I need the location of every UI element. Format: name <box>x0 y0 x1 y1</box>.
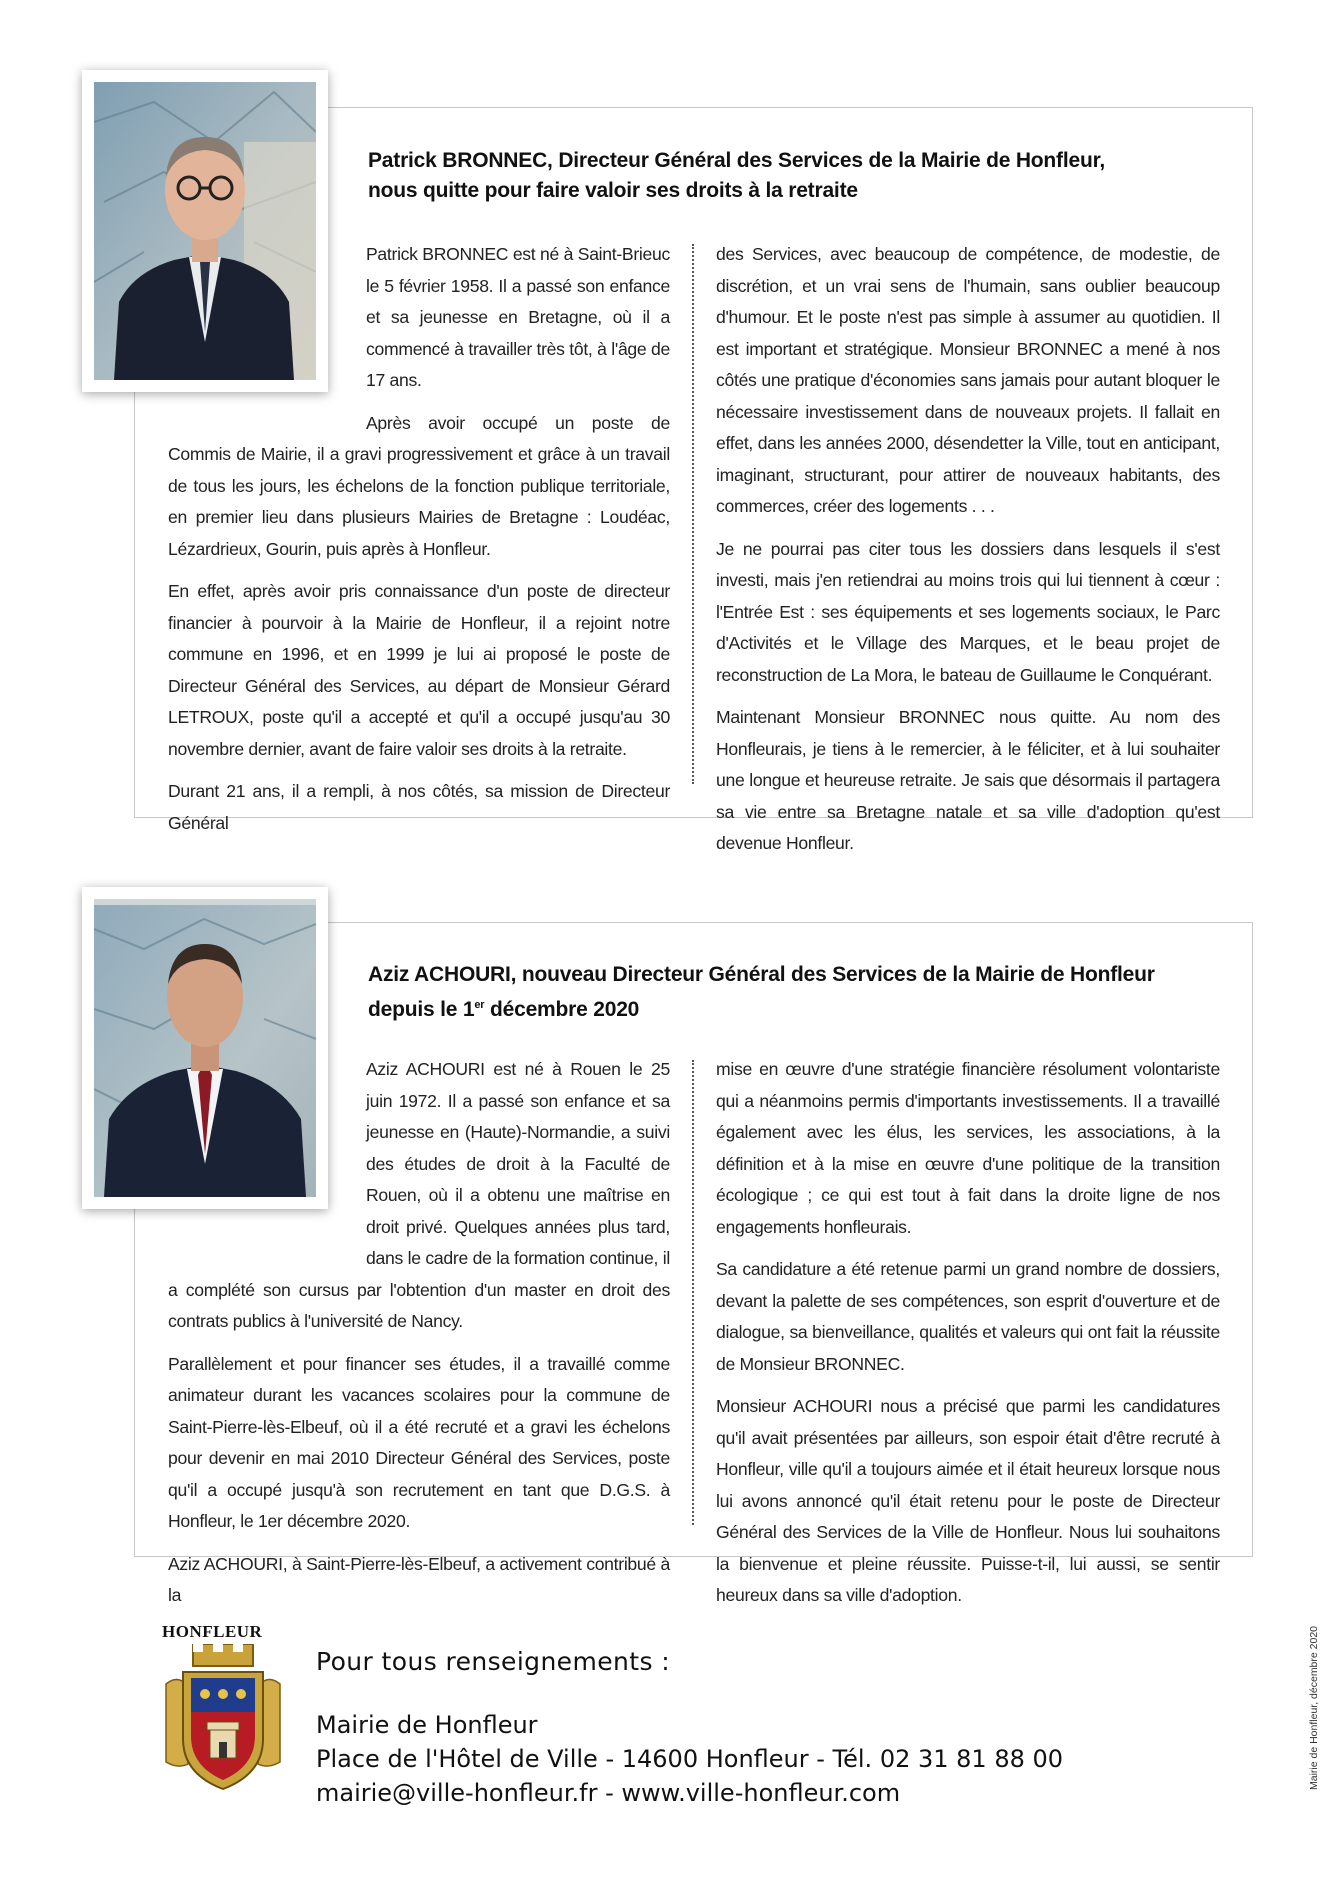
honfleur-logo-text: HONFLEUR <box>162 1622 263 1641</box>
article1-right-p1: des Services, avec beaucoup de compétence, de modestie, de discrétion, et un vrai sens de l'humain, sans oublier beaucoup d'humour. Et le poste n'est pas simple à assumer au quotidien. Il est important et stratégique. Monsieur BRONNEC a mené à nos côtés une pratique d'économies sans jamais pour autant bloquer le nécessaire investissement dans de nouveaux projets. Il fallait en effet, dans les années 2000, désendetter la Ville, tout en anticipant, imaginant, structurant, pour attirer de nouveaux habitants, des commerces, créer des logements . . . <box>716 244 1220 516</box>
article1-title <box>368 146 1228 206</box>
article1-left-p1: Patrick BRONNEC est né à Saint-Brieuc le 5 février 1958. Il a passé son enfance et sa jeunesse en Bretagne, où il a commencé à travailler très tôt, à l'âge de 17 ans. <box>366 244 670 390</box>
article2-title-line2-pre: depuis le 1 <box>368 998 475 1021</box>
article2-left-p2: Parallèlement et pour financer ses études, il a travaillé comme animateur durant les vacances scolaires pour la commune de Saint-Pierre-lès-Elbeuf, où il a été recruté et a gravi les échelons pour devenir en mai 2010 Directeur Général des Services, poste qu'il a occupé jusqu'à son recrutement en tant que D.G.S. à Honfleur, le 1er décembre 2020. <box>168 1353 670 1531</box>
footer-line-address: Place de l'Hôtel de Ville - 14600 Honfleur - Tél. 02 31 81 88 00 <box>316 1745 1064 1773</box>
article2-right-p1: mise en œuvre d'une stratégie financière résolument volontariste qui a néanmoins permis d'importants investissements. Il a travaillé également avec les élus, les services, les associations, à la définition et à la mise en œuvre d'une politique de la transition écologique ; ce qui est tout à fait dans la droite ligne de nos engagements honfleurais. <box>716 1059 1220 1237</box>
side-note: Mairie de Honfleur, décembre 2020 <box>1308 1625 1320 1790</box>
article1-right-p2: Je ne pourrai pas citer tous les dossiers dans lesquels il s'est investi, mais j'en retiendrai au moins trois qui lui tiennent à cœur : l'Entrée Est : ses équipements et ses logements sociaux, le Parc d'Activités et le Village des Marques, et le beau projet de reconstruction de La Mora, le bateau de Guillaume le Conquérant. <box>716 538 1220 685</box>
footer-line-mairie: Mairie de Honfleur <box>316 1711 538 1739</box>
honfleur-logo <box>158 1622 288 1792</box>
article2-right-p3: Monsieur ACHOURI nous a précisé que parmi les candidatures qu'il avait présentées par ailleurs, son espoir était d'être recruté à Honfleur, ville qu'il a toujours aimée et il était heureux lorsque nous lui avons annoncé qu'il était retenu pour le poste de Directeur Général des Services de la Ville de Honfleur. Nous lui souhaitons la bienvenue et pleine réussite. Puisse-t-il, lui aussi, se sentir heureux dans sa ville d'adoption. <box>716 1396 1220 1605</box>
article1-title-line2: nous quitte pour faire valoir ses droits à la retraite <box>368 179 858 202</box>
article1-left-p2: Après avoir occupé un poste de Commis de Mairie, il a gravi progressivement et grâce à un travail de tous les jours, les échelons de la fonction publique territoriale, en premier lieu dans plusieurs Mairies de Bretagne : Loudéac, Lézardrieux, Gourin, puis après à Honfleur. <box>168 412 670 559</box>
article2-left-p3: Aziz ACHOURI, à Saint-Pierre-lès-Elbeuf, a activement contribué à la <box>168 1553 670 1605</box>
portrait-image-1 <box>94 82 316 380</box>
footer-heading: Pour tous renseignements : <box>316 1647 671 1676</box>
article2-title-sup: er <box>474 999 485 1011</box>
article1-column-divider <box>692 244 694 784</box>
article2-title-line1: Aziz ACHOURI, nouveau Directeur Général des Services de la Mairie de Honfleur <box>368 963 1155 986</box>
article1-left-p3: En effet, après avoir pris connaissance d'un poste de directeur financier à pourvoir à la Mairie de Honfleur, il a rejoint notre commune en 1996, et en 1999 je lui ai proposé le poste de Directeur Général des Services, au départ de Monsieur Gérard LETROUX, poste qu'il a accepté et qu'il a occupé jusqu'au 30 novembre dernier, avant de faire valoir ses droits à la retraite. <box>168 581 670 759</box>
article2-title <box>368 960 1228 1025</box>
article2-title-line2-post: décembre 2020 <box>484 998 640 1021</box>
article1-right-column <box>716 239 1220 871</box>
coat-of-arms-icon <box>158 1644 288 1794</box>
patrick-bronnec-photo <box>94 82 316 380</box>
article1-photo-frame <box>82 70 328 392</box>
article1-title-line1: Patrick BRONNEC, Directeur Général des Services de la Mairie de Honfleur, <box>368 149 1106 172</box>
footer-line-contact[interactable]: mairie@ville-honfleur.fr - www.ville-honfleur.com <box>316 1779 901 1807</box>
article2-photo-frame <box>82 887 328 1209</box>
article2-left-p1: Aziz ACHOURI est né à Rouen le 25 juin 1972. Il a passé son enfance et sa jeunesse en (Haute)-Normandie, a suivi des études de droit à la Faculté de Rouen, où il a obtenu une maîtrise en droit privé. Quelques années plus tard, dans le cadre de la formation continue, il a complété son cursus par l'obtention d'un master en droit des contrats publics à l'université de Nancy. <box>168 1059 670 1331</box>
aziz-achouri-photo <box>94 899 316 1197</box>
article1-left-p4: Durant 21 ans, il a rempli, à nos côtés, sa mission de Directeur Général <box>168 781 670 833</box>
article1-right-p3: Maintenant Monsieur BRONNEC nous quitte. Au nom des Honfleurais, je tiens à le remercier, à le féliciter, et à lui souhaiter une longue et heureuse retraite. Je sais que désormais il partagera sa vie entre sa Bretagne natale et sa ville d'adoption qu'est devenue Honfleur. <box>716 707 1220 853</box>
portrait-image-2 <box>94 899 316 1197</box>
article2-right-p2: Sa candidature a été retenue parmi un grand nombre de dossiers, devant la palette de ses compétences, son esprit d'ouverture et de dialogue, sa bienveillance, qualités et valeurs qui ont fait la réussite de Monsieur BRONNEC. <box>716 1259 1220 1374</box>
article2-right-column <box>716 1054 1220 1623</box>
article2-column-divider <box>692 1060 694 1525</box>
article2-title-line2 <box>368 990 1228 1025</box>
